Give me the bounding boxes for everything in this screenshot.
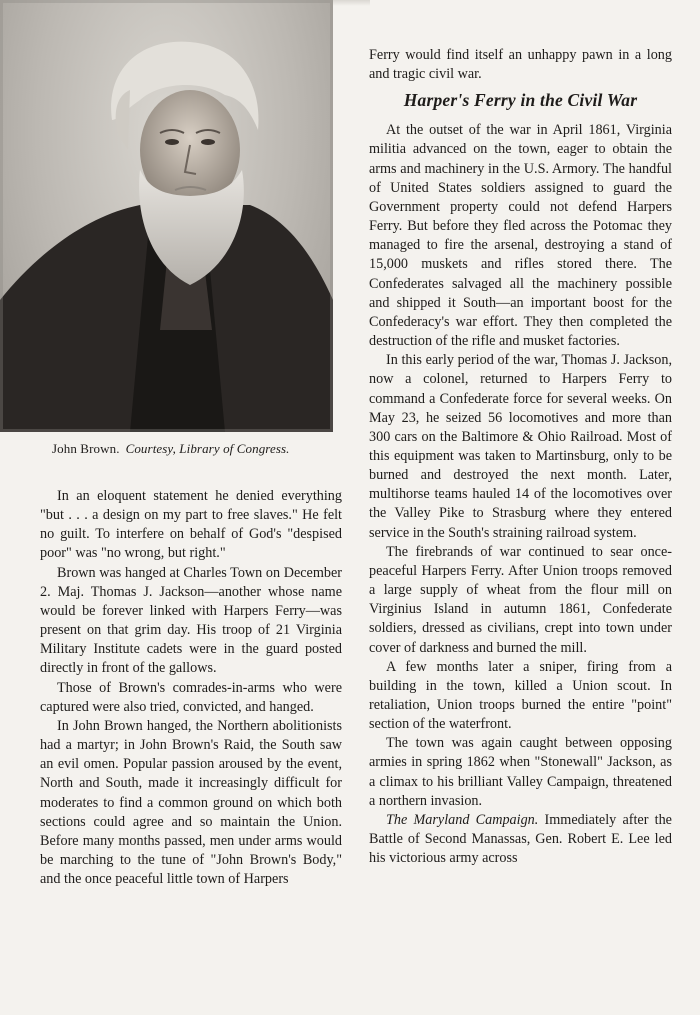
- caption-credit: Courtesy, Library of Congress.: [125, 441, 290, 456]
- section-heading: Harper's Ferry in the Civil War: [403, 90, 638, 111]
- john-brown-portrait: [0, 0, 333, 432]
- paragraph: The town was again caught between opposing armies in spring 1862 when "Stonewall" Jackson, as a climax to his brilliant Valley Campaign, threatened a northern invasion.: [369, 735, 672, 809]
- paragraph: In John Brown hanged, the Northern abolitionists had a martyr; in John Brown's Raid, the South saw an evil omen. Popular passion aroused by the event, North and South, made it increasingly difficult for moderates to find a common ground on which both sections could agree and so maintain the Union. Before many months passed, men under arms would be marching to the tune of "John Brown's Body," and the once peaceful little town of Harpers: [40, 717, 342, 888]
- runin-heading: The Maryland Campaign.: [386, 811, 539, 828]
- right-column: [369, 46, 672, 868]
- portrait-illustration: [0, 0, 333, 432]
- paragraph: In an eloquent statement he denied everything "but . . . a design on my part to free slaves." He felt no guilt. To interfere on behalf of God's "despised poor" was "no wrong, but right.": [40, 488, 342, 562]
- paragraph: Those of Brown's comrades-in-arms who were captured were also tried, convicted, and hanged.: [40, 679, 342, 715]
- paragraph: The firebrands of war continued to sear once-peaceful Harpers Ferry. After Union troops removed a large supply of wheat from the flour mill on Virginius Island in autumn 1861, Confederate soldiers, dressed as civilians, crept into town under cover of darkness and burned the mill.: [369, 543, 672, 656]
- scan-smudge: [330, 0, 370, 6]
- paragraph: Brown was hanged at Charles Town on December 2. Maj. Thomas J. Jackson—another whose name would be forever linked with Harpers Ferry—was present on that grim day. His troop of 21 Virginia Military Institute cadets were in the guard posted directly in front of the gallows.: [40, 564, 342, 677]
- left-column: [40, 487, 342, 889]
- final-paragraph: [369, 811, 672, 868]
- final-paragraph-text: Immediately after the Battle of Second Manassas, Gen. Robert E. Lee led his victorious army across: [369, 811, 672, 867]
- continued-paragraph: Ferry would find itself an unhappy pawn in a long and tragic civil war.: [369, 47, 672, 83]
- paragraph: In this early period of the war, Thomas J. Jackson, now a colonel, returned to Harpers Ferry to command a Confederate force for several weeks. On May 23, he seized 56 locomotives and more than 300 cars on the Baltimore & Ohio Railroad. Most of this equipment was taken to Martinsburg, only to be burned and destroyed the next month. Later, multihorse teams hauled 14 of the locomotives over the Valley Pike to Strasburg where they entered service in the South's straining railroad system.: [369, 352, 672, 541]
- photo-caption: [52, 441, 342, 457]
- paragraph: At the outset of the war in April 1861, Virginia militia advanced on the town, eager to obtain the arms and machinery in the U.S. Armory. The handful of United States soldiers assigned to guard the Government property could not defend Harpers Ferry. But before they fled across the Potomac they managed to fire the arsenal, destroying a stand of 15,000 muskets and rifles stored there. The Confederates salvaged all the machinery possible and shipped it South—an important boost for the Confederacy's war effort. They then completed the destruction of the rifle and musket factories.: [369, 122, 672, 350]
- caption-subject: John Brown.: [52, 441, 120, 456]
- paragraph: A few months later a sniper, firing from a building in the town, killed a Union scout. In retaliation, Union troops burned the entire "point" section of the waterfront.: [369, 658, 672, 733]
